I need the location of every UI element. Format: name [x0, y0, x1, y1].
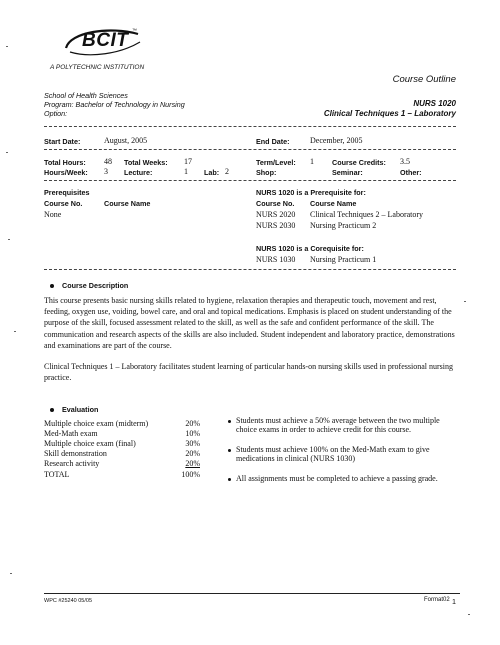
prereq-for-col-no: Course No. — [256, 199, 295, 208]
scan-speck — [6, 46, 8, 47]
other-label: Other: — [400, 168, 422, 177]
hours-week-value: 3 — [104, 167, 108, 176]
end-date-value: December, 2005 — [310, 136, 363, 145]
table-row: Multiple choice exam (midterm) — [44, 419, 149, 428]
evaluation-heading: Evaluation — [50, 405, 98, 414]
lecture-label: Lecture: — [124, 168, 153, 177]
footer-divider — [44, 593, 460, 594]
total-hours-value: 48 — [104, 157, 112, 166]
bullet-icon — [50, 284, 54, 288]
table-cell-pct: 30% — [185, 439, 200, 448]
lab-value: 2 — [225, 167, 229, 176]
total-weeks-label: Total Weeks: — [124, 158, 168, 167]
hours-week-label: Hours/Week: — [44, 168, 88, 177]
prereq-for-heading: NURS 1020 is a Prerequisite for: — [256, 188, 366, 197]
program-name: Program: Bachelor of Technology in Nursing — [44, 100, 185, 109]
table-row-no: NURS 1030 — [256, 255, 296, 264]
list-item: All assignments must be completed to achieve a passing grade. — [236, 474, 438, 483]
description-heading: Course Description — [50, 281, 128, 290]
prereq-col-name: Course Name — [104, 199, 151, 208]
lecture-value: 1 — [184, 167, 188, 176]
total-pct: 100% — [181, 470, 200, 479]
prereq-col-no: Course No. — [44, 199, 83, 208]
prerequisites-heading: Prerequisites — [44, 188, 90, 197]
divider — [44, 180, 456, 181]
table-row-no: NURS 2020 — [256, 210, 296, 219]
footer-format: Format02 — [424, 597, 450, 603]
prereq-value: None — [44, 210, 62, 219]
table-row: Research activity — [44, 459, 100, 468]
scan-speck — [14, 331, 16, 332]
end-date-label: End Date: — [256, 137, 290, 146]
divider — [44, 149, 456, 150]
description-paragraph: This course presents basic nursing skills related to hygiene, relaxation therapies and therapeutic touch, movement and rest, feeding, oxygen use, voiding, bowel care, and oral and topical medications. Emphasis is placed on student understanding of the purpose of the skill, focused assessment related to the skill, as well as the safe and confident performance of the skill. The communication and research aspects of the skills are also included. Student independent and laboratory practice, demonstrations and examinations are part of the course. — [44, 296, 455, 350]
bullet-icon — [228, 449, 231, 452]
term-value: 1 — [310, 157, 314, 166]
table-row: Multiple choice exam (final) — [44, 439, 136, 448]
document-type: Course Outline — [392, 74, 456, 85]
list-item: Students must achieve a 50% average between the two multiple choice exams in order to achieve credit for this course. — [236, 416, 440, 435]
bullet-icon — [228, 478, 231, 481]
list-item: Students must achieve 100% on the Med-Math exam to give medications in clinical (NURS 1030) — [236, 445, 430, 464]
credits-label: Course Credits: — [332, 158, 386, 167]
credits-value: 3.5 — [400, 157, 410, 166]
logo-wordmark: BCIT — [82, 30, 129, 51]
table-row: Skill demonstration — [44, 449, 107, 458]
total-label: TOTAL — [44, 470, 70, 479]
course-code: NURS 1020 — [413, 99, 456, 108]
table-row-no: NURS 2030 — [256, 221, 296, 230]
table-row-name: Nursing Practicum 2 — [310, 221, 377, 230]
option-label: Option: — [44, 109, 68, 118]
course-title: Clinical Techniques 1 – Laboratory — [323, 109, 456, 118]
divider — [44, 269, 456, 270]
term-label: Term/Level: — [256, 158, 296, 167]
prereq-for-col-name: Course Name — [310, 199, 357, 208]
footer-doc-id: WPC #25240 05/05 — [44, 598, 93, 604]
scan-speck — [6, 152, 8, 153]
table-row-name: Clinical Techniques 2 – Laboratory — [310, 210, 424, 219]
table-row-name: Nursing Practicum 1 — [310, 255, 377, 264]
total-weeks-value: 17 — [184, 157, 192, 166]
table-row: Med-Math exam — [44, 429, 98, 438]
scan-speck — [10, 573, 12, 574]
seminar-label: Seminar: — [332, 168, 363, 177]
school-name: School of Health Sciences — [44, 91, 128, 100]
scan-speck — [8, 239, 10, 240]
start-date-label: Start Date: — [44, 137, 81, 146]
shop-label: Shop: — [256, 168, 277, 177]
total-hours-label: Total Hours: — [44, 158, 86, 167]
table-cell-pct: 10% — [185, 429, 200, 438]
logo-tagline: A POLYTECHNIC INSTITUTION — [50, 64, 145, 71]
coreq-for-heading: NURS 1020 is a Corequisite for: — [256, 244, 364, 253]
table-cell-pct: 20% — [185, 459, 200, 468]
table-cell-pct: 20% — [185, 449, 200, 458]
bullet-icon — [228, 420, 231, 423]
description-paragraph-2: Clinical Techniques 1 – Laboratory facilitates student learning of particular hands-on nursing skills used in professional nursing practice. — [44, 362, 453, 383]
scan-speck — [468, 614, 470, 615]
start-date-value: August, 2005 — [104, 136, 148, 145]
page-number: 1 — [452, 597, 456, 606]
bullet-icon — [50, 408, 54, 412]
divider — [44, 126, 456, 127]
lab-label: Lab: — [204, 168, 220, 177]
table-cell-pct: 20% — [185, 419, 200, 428]
scan-speck — [464, 301, 466, 302]
